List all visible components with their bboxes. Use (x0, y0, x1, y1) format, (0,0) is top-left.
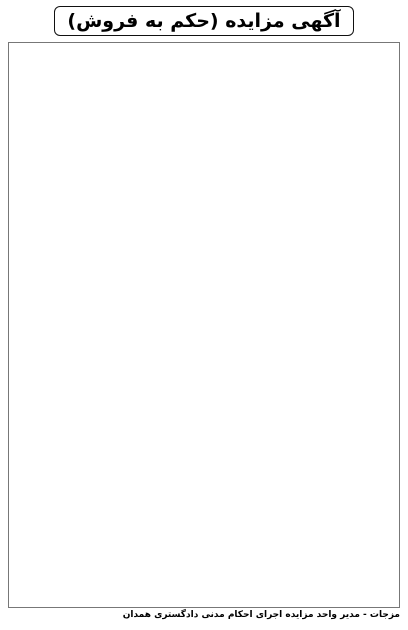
body-line (16, 154, 392, 166)
body-line (16, 499, 392, 511)
body-line (16, 304, 392, 316)
body-line (16, 364, 392, 376)
body-line (16, 409, 392, 421)
body-line (16, 319, 392, 331)
body-line (16, 424, 392, 436)
body-line (16, 274, 392, 286)
body-line (16, 109, 392, 121)
body-line (16, 229, 392, 241)
body-line (16, 184, 392, 196)
body-line (16, 64, 392, 76)
body-line (16, 454, 392, 466)
body-line (16, 79, 392, 91)
body-line (16, 544, 392, 556)
body-line (16, 259, 392, 271)
body-line (16, 559, 392, 571)
body-line (16, 169, 392, 181)
body-line (16, 379, 392, 391)
body-line (16, 244, 392, 256)
body-line (16, 514, 392, 526)
body-line (16, 394, 392, 406)
body-line (16, 94, 392, 106)
notice-title: آگهی مزایده (حکم به فروش) (67, 10, 341, 32)
notice-footer-signature: مزجات - مدیر واحد مزایده اجرای احکام مدنی دادگستری همدان (122, 610, 400, 620)
body-line (16, 199, 392, 211)
body-line (16, 289, 392, 301)
body-line (16, 214, 392, 226)
body-line (16, 484, 392, 496)
body-line (16, 439, 392, 451)
body-line (16, 529, 392, 541)
body-line (16, 124, 392, 136)
body-line (16, 349, 392, 361)
notice-body (8, 42, 400, 608)
notice-header-box (54, 6, 354, 36)
body-line (16, 574, 392, 586)
body-line (16, 469, 392, 481)
body-line (16, 139, 392, 151)
body-line (16, 49, 392, 61)
body-line (16, 334, 392, 346)
